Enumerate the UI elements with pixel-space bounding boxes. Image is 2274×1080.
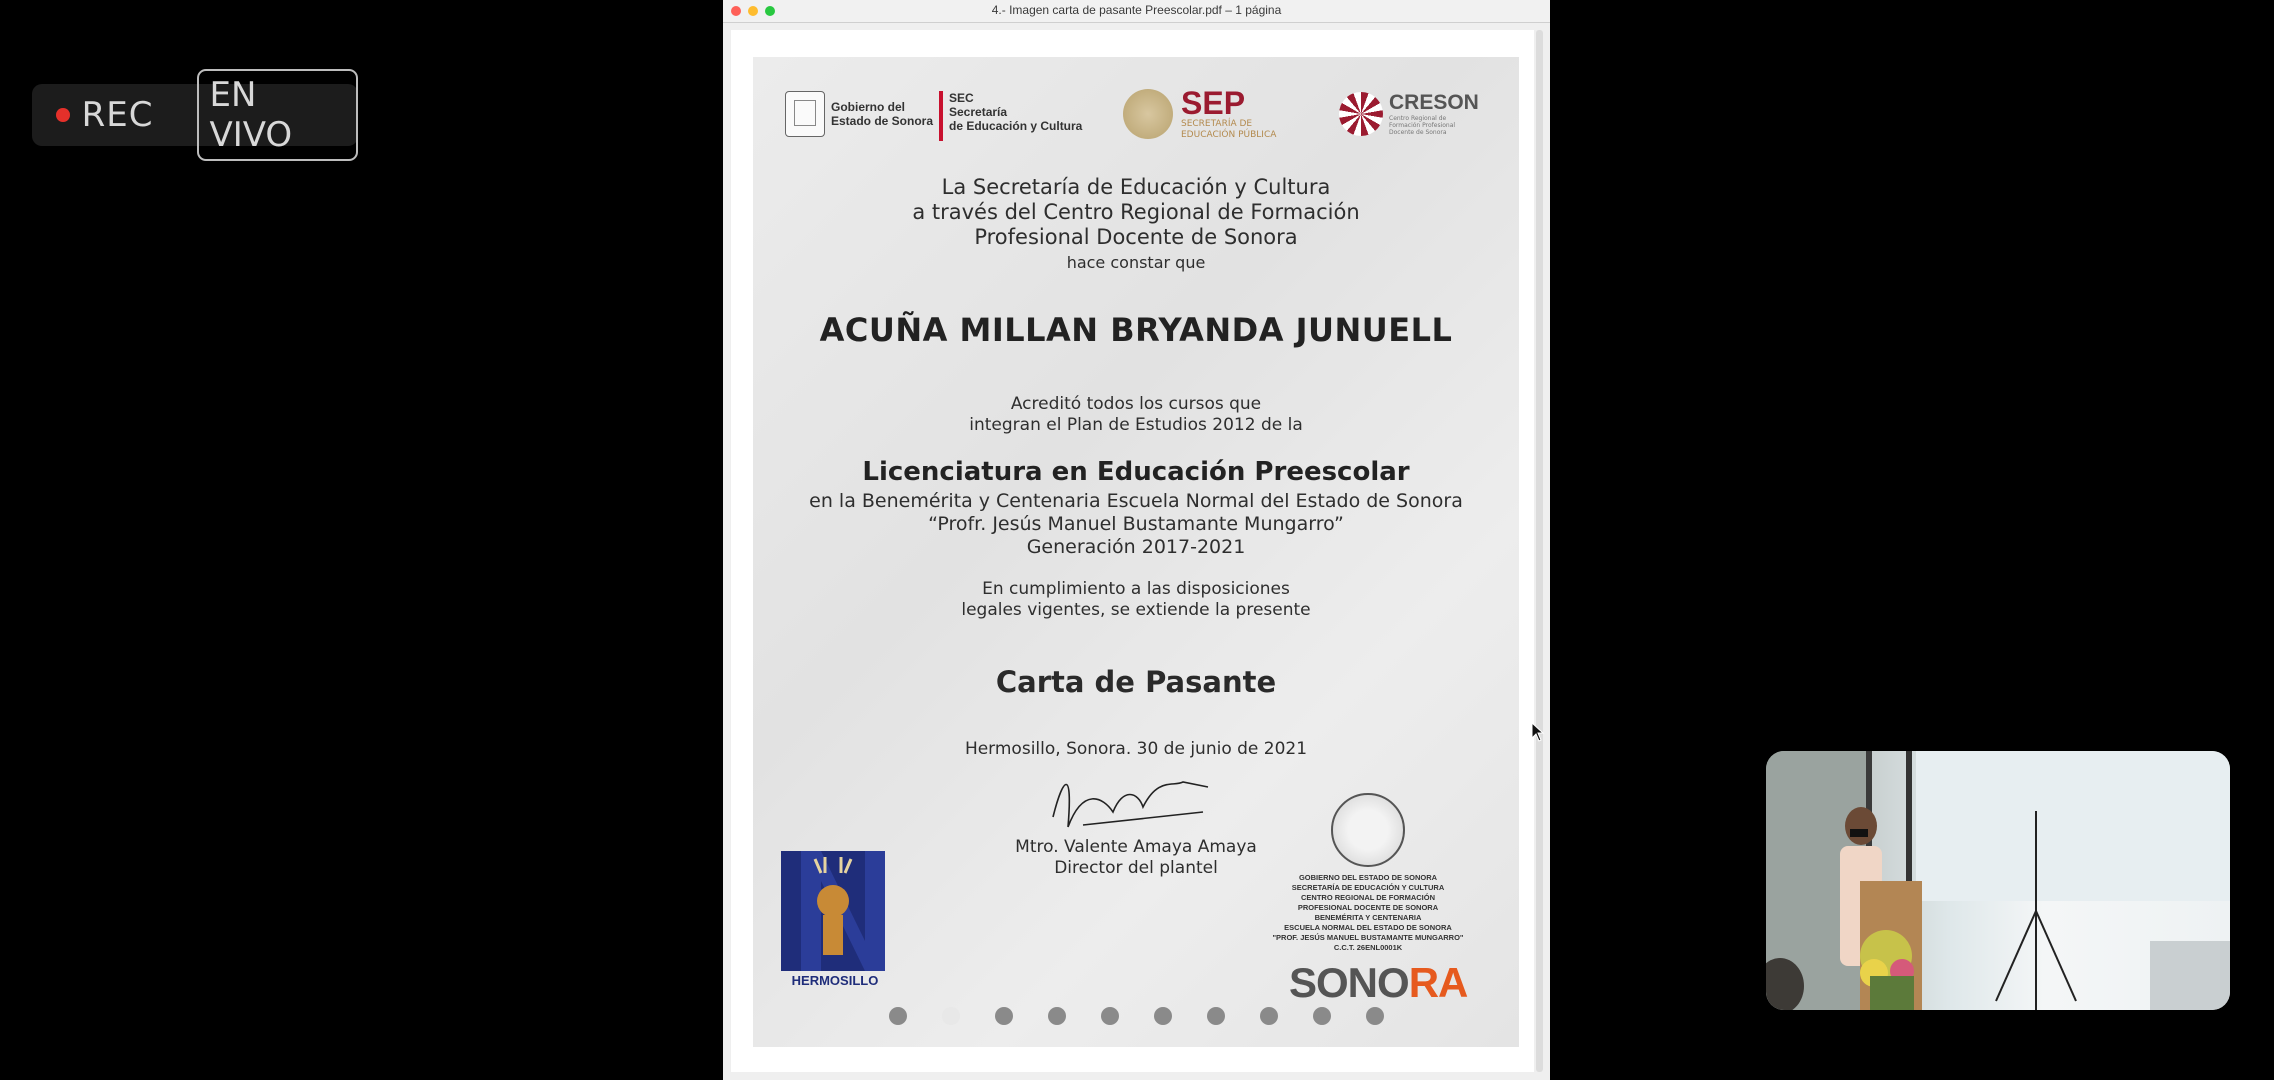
- stamp-line: GOBIERNO DEL ESTADO DE SONORA: [1298, 873, 1438, 882]
- carousel-pagination: [889, 1007, 1384, 1025]
- sec-line-1: SEC: [949, 91, 974, 105]
- intro-line-2: a través del Centro Regional de Formación: [912, 200, 1360, 224]
- school-text: [753, 490, 1519, 559]
- page-dot-4[interactable]: [1048, 1007, 1066, 1025]
- hace-constar: hace constar que: [1066, 253, 1206, 272]
- sep-logo: [1123, 87, 1276, 141]
- gobierno-line-2: Estado de Sonora: [831, 114, 934, 128]
- mexican-seal-icon: [1123, 89, 1173, 139]
- sec-line-3: de Educación y Cultura: [949, 119, 1083, 133]
- signer-name: Mtro. Valente Amaya Amaya: [1015, 837, 1257, 857]
- page-dot-1[interactable]: [889, 1007, 907, 1025]
- page-dot-2[interactable]: [942, 1007, 960, 1025]
- page-dot-8[interactable]: [1260, 1007, 1278, 1025]
- record-dot-icon: [56, 108, 70, 122]
- generation-line: Generación 2017-2021: [1026, 536, 1246, 558]
- normal-sonora-deer-logo: [781, 851, 889, 995]
- window-title: 4.- Imagen carta de pasante Preescolar.pdf – 1 página: [991, 3, 1282, 17]
- gobierno-sonora-logo: [785, 91, 933, 137]
- intro-line-1: La Secretaría de Educación y Cultura: [941, 175, 1331, 199]
- acredito-line-1: Acreditó todos los cursos que: [1010, 394, 1262, 414]
- school-line-1: en la Benemérita y Centenaria Escuela Normal del Estado de Sonora: [809, 490, 1463, 512]
- page-dot-10[interactable]: [1366, 1007, 1384, 1025]
- page-dot-6[interactable]: [1154, 1007, 1172, 1025]
- hermosillo-label: HERMOSILLO: [791, 973, 879, 988]
- mouse-cursor-icon: [1531, 722, 1545, 742]
- document-type-title: Carta de Pasante: [995, 665, 1277, 699]
- gobierno-line-1: Gobierno del: [831, 100, 906, 114]
- national-emblem-icon: [1331, 793, 1405, 867]
- speaker-video-feed: [1766, 751, 2230, 1010]
- signer-title: Director del plantel: [1054, 858, 1218, 878]
- certificate-page: [753, 57, 1519, 1047]
- sep-sub-2: EDUCACIÓN PÚBLICA: [1181, 130, 1277, 140]
- stamp-line: SECRETARÍA DE EDUCACIÓN Y CULTURA: [1291, 883, 1445, 892]
- director-signature: [1043, 757, 1223, 837]
- stamp-line: ESCUELA NORMAL DEL ESTADO DE SONORA: [1284, 923, 1452, 932]
- deer-icon: [781, 851, 885, 971]
- speaker-scene-image: [1766, 751, 2230, 1010]
- creson-star-icon: [1339, 92, 1383, 136]
- sec-line-2: Secretaría: [949, 105, 1008, 119]
- student-name: ACUÑA MILLAN BRYANDA JUNUELL: [819, 311, 1453, 349]
- acredito-line-2: integran el Plan de Estudios 2012 de la: [969, 415, 1303, 435]
- page-dot-9[interactable]: [1313, 1007, 1331, 1025]
- degree-title: Licenciatura en Educación Preescolar: [862, 457, 1410, 487]
- state-emblem-icon: [785, 91, 825, 137]
- place-date: Hermosillo, Sonora. 30 de junio de 2021: [964, 739, 1308, 759]
- stamp-line: C.C.T. 26ENL0001K: [1333, 943, 1403, 952]
- recording-indicator: [32, 75, 358, 155]
- window-titlebar[interactable]: [723, 0, 1550, 23]
- intro-text: [753, 175, 1519, 250]
- acredito-text: [753, 394, 1519, 436]
- stamp-line: "PROF. JESÚS MANUEL BUSTAMANTE MUNGARRO": [1272, 933, 1464, 942]
- school-line-2: “Profr. Jesús Manuel Bustamante Mungarro”: [928, 513, 1344, 535]
- stamp-line: CENTRO REGIONAL DE FORMACIÓN: [1300, 893, 1436, 902]
- intro-line-3: Profesional Docente de Sonora: [974, 225, 1298, 249]
- sep-sub-1: SECRETARÍA DE: [1181, 119, 1253, 129]
- sonora-logo-part2: RA: [1408, 959, 1468, 1006]
- rec-label: REC: [81, 95, 154, 135]
- sep-name: SEP: [1181, 85, 1246, 121]
- official-stamp: [1263, 793, 1473, 953]
- creson-name: CRESON: [1389, 91, 1479, 114]
- page-dot-7[interactable]: [1207, 1007, 1225, 1025]
- creson-sub: Centro Regional de Formación Profesional Docente de Sonora: [1389, 115, 1456, 136]
- page-dot-3[interactable]: [995, 1007, 1013, 1025]
- live-badge: EN VIVO: [197, 69, 358, 161]
- page-dot-5[interactable]: [1101, 1007, 1119, 1025]
- stamp-line: BENEMÉRITA Y CENTENARIA: [1314, 913, 1422, 922]
- vertical-scrollbar[interactable]: [1536, 30, 1543, 1072]
- sonora-logo: [1289, 959, 1467, 1007]
- stamp-line: PROFESIONAL DOCENTE DE SONORA: [1297, 903, 1439, 912]
- header-logos: [753, 73, 1519, 143]
- creson-logo: [1339, 91, 1479, 136]
- sec-logo: [939, 91, 1082, 141]
- sonora-logo-part1: SONO: [1289, 959, 1409, 1006]
- cumplimiento-line-2: legales vigentes, se extiende la presente: [961, 600, 1311, 620]
- cumplimiento-line-1: En cumplimiento a las disposiciones: [982, 579, 1290, 599]
- cumplimiento-text: [753, 579, 1519, 621]
